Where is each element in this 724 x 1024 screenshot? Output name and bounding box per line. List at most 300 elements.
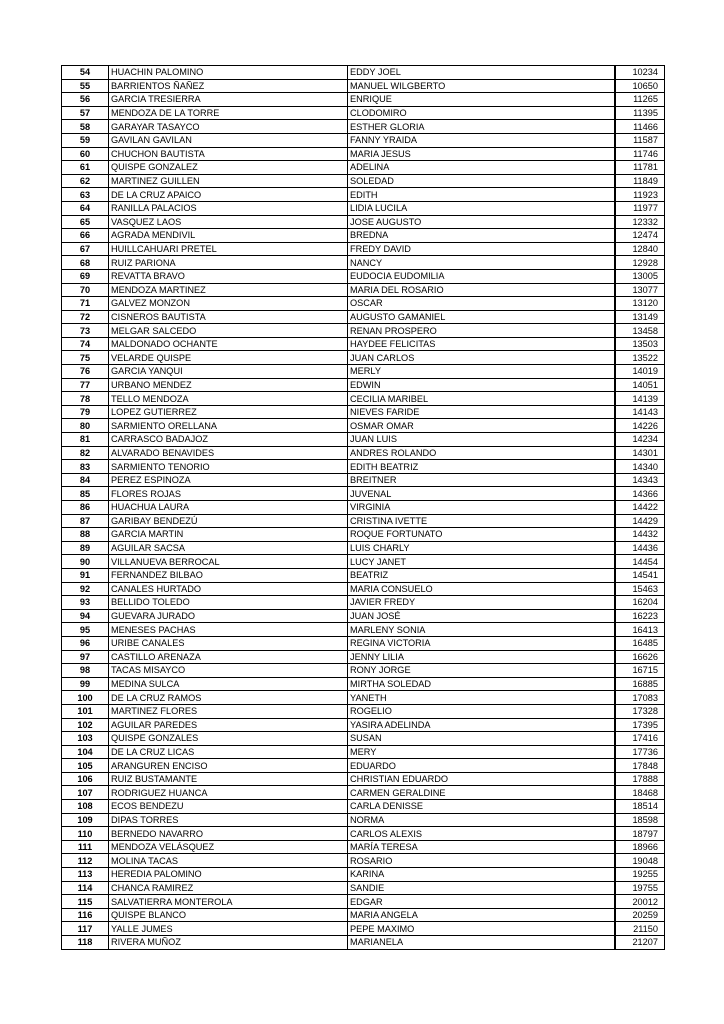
- code-cell: 14301: [616, 446, 665, 460]
- table-row: [62, 922, 665, 936]
- surname-cell: CHUCHON BAUTISTA: [109, 147, 348, 161]
- code-cell: 13522: [616, 351, 665, 365]
- given-name-cell: LUIS CHARLY: [348, 541, 615, 555]
- row-number: 107: [62, 786, 109, 800]
- table-row: [62, 596, 665, 610]
- row-number: 69: [62, 269, 109, 283]
- code-cell: 13149: [616, 310, 665, 324]
- given-name-cell: EDDY JOEL: [348, 66, 615, 80]
- given-name-cell: MARÍA TERESA: [348, 840, 615, 854]
- table-row: [62, 908, 665, 922]
- given-name-cell: MARLENY SONIA: [348, 623, 615, 637]
- surname-cell: SARMIENTO TENORIO: [109, 460, 348, 474]
- code-cell: 13077: [616, 283, 665, 297]
- given-name-cell: RENAN PROSPERO: [348, 324, 615, 338]
- given-name-cell: VIRGINIA: [348, 501, 615, 515]
- surname-cell: CANALES HURTADO: [109, 582, 348, 596]
- table-row: [62, 147, 665, 161]
- code-cell: 16715: [616, 664, 665, 678]
- code-cell: 13458: [616, 324, 665, 338]
- table-row: [62, 827, 665, 841]
- given-name-cell: CECILIA MARIBEL: [348, 392, 615, 406]
- roster-table-body: [62, 66, 665, 950]
- table-row: [62, 392, 665, 406]
- surname-cell: SARMIENTO ORELLANA: [109, 419, 348, 433]
- surname-cell: HUACHIN PALOMINO: [109, 66, 348, 80]
- row-number: 100: [62, 691, 109, 705]
- given-name-cell: MERLY: [348, 365, 615, 379]
- code-cell: 14541: [616, 568, 665, 582]
- given-name-cell: NANCY: [348, 256, 615, 270]
- code-cell: 17083: [616, 691, 665, 705]
- code-cell: 18797: [616, 827, 665, 841]
- table-row: [62, 501, 665, 515]
- given-name-cell: MARIA DEL ROSARIO: [348, 283, 615, 297]
- table-row: [62, 310, 665, 324]
- code-cell: 16626: [616, 650, 665, 664]
- surname-cell: GARCIA TRESIERRA: [109, 93, 348, 107]
- row-number: 94: [62, 609, 109, 623]
- row-number: 92: [62, 582, 109, 596]
- table-row: [62, 772, 665, 786]
- row-number: 83: [62, 460, 109, 474]
- surname-cell: GALVEZ MONZON: [109, 297, 348, 311]
- given-name-cell: NORMA: [348, 813, 615, 827]
- given-name-cell: KARINA: [348, 868, 615, 882]
- given-name-cell: ROGELIO: [348, 704, 615, 718]
- row-number: 114: [62, 881, 109, 895]
- table-row: [62, 623, 665, 637]
- table-row: [62, 528, 665, 542]
- table-row: [62, 555, 665, 569]
- table-row: [62, 337, 665, 351]
- surname-cell: GUEVARA JURADO: [109, 609, 348, 623]
- row-number: 79: [62, 405, 109, 419]
- surname-cell: HUILLCAHUARI PRETEL: [109, 242, 348, 256]
- table-row: [62, 120, 665, 134]
- surname-cell: AGRADA MENDIVIL: [109, 229, 348, 243]
- given-name-cell: NIEVES FARIDE: [348, 405, 615, 419]
- surname-cell: MENDOZA DE LA TORRE: [109, 106, 348, 120]
- row-number: 111: [62, 840, 109, 854]
- row-number: 76: [62, 365, 109, 379]
- given-name-cell: EDGAR: [348, 895, 615, 909]
- surname-cell: AGUILAR PAREDES: [109, 718, 348, 732]
- table-row: [62, 759, 665, 773]
- surname-cell: GARIBAY BENDEZÚ: [109, 514, 348, 528]
- row-number: 54: [62, 66, 109, 80]
- surname-cell: GARCIA YANQUI: [109, 365, 348, 379]
- row-number: 103: [62, 732, 109, 746]
- surname-cell: VILLANUEVA BERROCAL: [109, 555, 348, 569]
- table-row: [62, 324, 665, 338]
- given-name-cell: YASIRA ADELINDA: [348, 718, 615, 732]
- table-row: [62, 283, 665, 297]
- row-number: 63: [62, 188, 109, 202]
- surname-cell: MENDOZA MARTINEZ: [109, 283, 348, 297]
- row-number: 55: [62, 79, 109, 93]
- surname-cell: DE LA CRUZ RAMOS: [109, 691, 348, 705]
- row-number: 56: [62, 93, 109, 107]
- surname-cell: DE LA CRUZ LICAS: [109, 745, 348, 759]
- given-name-cell: HAYDEE FELICITAS: [348, 337, 615, 351]
- surname-cell: CISNEROS BAUTISTA: [109, 310, 348, 324]
- code-cell: 11781: [616, 161, 665, 175]
- surname-cell: TELLO MENDOZA: [109, 392, 348, 406]
- surname-cell: ECOS BENDEZU: [109, 800, 348, 814]
- row-number: 71: [62, 297, 109, 311]
- code-cell: 21207: [616, 936, 665, 950]
- surname-cell: MENESES PACHAS: [109, 623, 348, 637]
- table-row: [62, 582, 665, 596]
- code-cell: 19755: [616, 881, 665, 895]
- surname-cell: CARRASCO BADAJOZ: [109, 433, 348, 447]
- table-row: [62, 854, 665, 868]
- row-number: 102: [62, 718, 109, 732]
- code-cell: 18514: [616, 800, 665, 814]
- surname-cell: ARANGUREN ENCISO: [109, 759, 348, 773]
- row-number: 97: [62, 650, 109, 664]
- code-cell: 14432: [616, 528, 665, 542]
- surname-cell: REVATTA BRAVO: [109, 269, 348, 283]
- given-name-cell: CHRISTIAN EDUARDO: [348, 772, 615, 786]
- given-name-cell: LUCY JANET: [348, 555, 615, 569]
- table-row: [62, 677, 665, 691]
- code-cell: 13503: [616, 337, 665, 351]
- table-row: [62, 868, 665, 882]
- code-cell: 16223: [616, 609, 665, 623]
- table-row: [62, 365, 665, 379]
- table-row: [62, 433, 665, 447]
- row-number: 116: [62, 908, 109, 922]
- table-row: [62, 256, 665, 270]
- surname-cell: QUISPE GONZALES: [109, 732, 348, 746]
- given-name-cell: LIDIA LUCILA: [348, 201, 615, 215]
- surname-cell: QUISPE BLANCO: [109, 908, 348, 922]
- given-name-cell: ANDRES ROLANDO: [348, 446, 615, 460]
- code-cell: 15463: [616, 582, 665, 596]
- table-row: [62, 405, 665, 419]
- code-cell: 14422: [616, 501, 665, 515]
- given-name-cell: ADELINA: [348, 161, 615, 175]
- surname-cell: GARCIA MARTIN: [109, 528, 348, 542]
- given-name-cell: FANNY YRAIDA: [348, 133, 615, 147]
- code-cell: 20259: [616, 908, 665, 922]
- table-row: [62, 161, 665, 175]
- row-number: 65: [62, 215, 109, 229]
- given-name-cell: YANETH: [348, 691, 615, 705]
- table-row: [62, 487, 665, 501]
- given-name-cell: BREDNA: [348, 229, 615, 243]
- code-cell: 20012: [616, 895, 665, 909]
- given-name-cell: MARIANELA: [348, 936, 615, 950]
- code-cell: 18966: [616, 840, 665, 854]
- given-name-cell: BREITNER: [348, 473, 615, 487]
- given-name-cell: EDITH BEATRIZ: [348, 460, 615, 474]
- code-cell: 18468: [616, 786, 665, 800]
- code-cell: 18598: [616, 813, 665, 827]
- table-row: [62, 215, 665, 229]
- row-number: 88: [62, 528, 109, 542]
- surname-cell: CHANCA RAMIREZ: [109, 881, 348, 895]
- code-cell: 17736: [616, 745, 665, 759]
- table-row: [62, 745, 665, 759]
- row-number: 87: [62, 514, 109, 528]
- table-row: [62, 514, 665, 528]
- table-row: [62, 460, 665, 474]
- table-row: [62, 895, 665, 909]
- row-number: 73: [62, 324, 109, 338]
- table-row: [62, 133, 665, 147]
- row-number: 62: [62, 174, 109, 188]
- table-row: [62, 936, 665, 950]
- table-row: [62, 106, 665, 120]
- given-name-cell: MARIA JESUS: [348, 147, 615, 161]
- roster-table: [61, 65, 665, 950]
- row-number: 74: [62, 337, 109, 351]
- surname-cell: HUACHUA LAURA: [109, 501, 348, 515]
- code-cell: 11923: [616, 188, 665, 202]
- given-name-cell: PEPE MAXIMO: [348, 922, 615, 936]
- surname-cell: SALVATIERRA MONTEROLA: [109, 895, 348, 909]
- row-number: 59: [62, 133, 109, 147]
- table-row: [62, 664, 665, 678]
- table-row: [62, 269, 665, 283]
- code-cell: 13120: [616, 297, 665, 311]
- table-row: [62, 79, 665, 93]
- row-number: 77: [62, 378, 109, 392]
- code-cell: 17395: [616, 718, 665, 732]
- code-cell: 14343: [616, 473, 665, 487]
- surname-cell: GAVILAN GAVILAN: [109, 133, 348, 147]
- table-row: [62, 813, 665, 827]
- row-number: 104: [62, 745, 109, 759]
- given-name-cell: EDITH: [348, 188, 615, 202]
- surname-cell: MALDONADO OCHANTE: [109, 337, 348, 351]
- surname-cell: BERNEDO NAVARRO: [109, 827, 348, 841]
- surname-cell: VELARDE QUISPE: [109, 351, 348, 365]
- surname-cell: DE LA CRUZ APAICO: [109, 188, 348, 202]
- table-row: [62, 541, 665, 555]
- row-number: 66: [62, 229, 109, 243]
- code-cell: 10650: [616, 79, 665, 93]
- table-row: [62, 786, 665, 800]
- code-cell: 14051: [616, 378, 665, 392]
- given-name-cell: JUAN JOSÉ: [348, 609, 615, 623]
- code-cell: 11746: [616, 147, 665, 161]
- row-number: 93: [62, 596, 109, 610]
- code-cell: 17328: [616, 704, 665, 718]
- surname-cell: YALLE JUMES: [109, 922, 348, 936]
- table-row: [62, 93, 665, 107]
- surname-cell: TACAS MISAYCO: [109, 664, 348, 678]
- given-name-cell: FREDY DAVID: [348, 242, 615, 256]
- given-name-cell: CRISTINA IVETTE: [348, 514, 615, 528]
- surname-cell: CASTILLO ARENAZA: [109, 650, 348, 664]
- given-name-cell: SOLEDAD: [348, 174, 615, 188]
- row-number: 101: [62, 704, 109, 718]
- code-cell: 14234: [616, 433, 665, 447]
- given-name-cell: OSMAR OMAR: [348, 419, 615, 433]
- row-number: 72: [62, 310, 109, 324]
- given-name-cell: CARLA DENISSE: [348, 800, 615, 814]
- code-cell: 14143: [616, 405, 665, 419]
- given-name-cell: MARIA CONSUELO: [348, 582, 615, 596]
- table-row: [62, 609, 665, 623]
- row-number: 118: [62, 936, 109, 950]
- given-name-cell: ESTHER GLORIA: [348, 120, 615, 134]
- table-row: [62, 351, 665, 365]
- code-cell: 19048: [616, 854, 665, 868]
- table-row: [62, 800, 665, 814]
- table-row: [62, 378, 665, 392]
- table-row: [62, 188, 665, 202]
- code-cell: 13005: [616, 269, 665, 283]
- row-number: 78: [62, 392, 109, 406]
- code-cell: 14139: [616, 392, 665, 406]
- code-cell: 19255: [616, 868, 665, 882]
- surname-cell: RIVERA MUÑOZ: [109, 936, 348, 950]
- given-name-cell: OSCAR: [348, 297, 615, 311]
- given-name-cell: MIRTHA SOLEDAD: [348, 677, 615, 691]
- code-cell: 14454: [616, 555, 665, 569]
- given-name-cell: ENRIQUE: [348, 93, 615, 107]
- row-number: 81: [62, 433, 109, 447]
- surname-cell: RANILLA PALACIOS: [109, 201, 348, 215]
- code-cell: 12840: [616, 242, 665, 256]
- table-row: [62, 201, 665, 215]
- code-cell: 14429: [616, 514, 665, 528]
- document-page: [61, 65, 665, 950]
- given-name-cell: EUDOCIA EUDOMILIA: [348, 269, 615, 283]
- given-name-cell: JUAN LUIS: [348, 433, 615, 447]
- code-cell: 11395: [616, 106, 665, 120]
- table-row: [62, 229, 665, 243]
- row-number: 58: [62, 120, 109, 134]
- code-cell: 16885: [616, 677, 665, 691]
- surname-cell: FLORES ROJAS: [109, 487, 348, 501]
- surname-cell: URBANO MENDEZ: [109, 378, 348, 392]
- row-number: 106: [62, 772, 109, 786]
- table-row: [62, 840, 665, 854]
- surname-cell: RUIZ PARIONA: [109, 256, 348, 270]
- table-row: [62, 636, 665, 650]
- table-row: [62, 473, 665, 487]
- code-cell: 14436: [616, 541, 665, 555]
- code-cell: 11265: [616, 93, 665, 107]
- given-name-cell: MERY: [348, 745, 615, 759]
- surname-cell: VASQUEZ LAOS: [109, 215, 348, 229]
- row-number: 95: [62, 623, 109, 637]
- row-number: 91: [62, 568, 109, 582]
- surname-cell: LOPEZ GUTIERREZ: [109, 405, 348, 419]
- code-cell: 12474: [616, 229, 665, 243]
- table-row: [62, 718, 665, 732]
- row-number: 86: [62, 501, 109, 515]
- table-row: [62, 446, 665, 460]
- surname-cell: RUIZ BUSTAMANTE: [109, 772, 348, 786]
- code-cell: 14366: [616, 487, 665, 501]
- row-number: 108: [62, 800, 109, 814]
- surname-cell: FERNANDEZ BILBAO: [109, 568, 348, 582]
- surname-cell: MOLINA TACAS: [109, 854, 348, 868]
- row-number: 67: [62, 242, 109, 256]
- row-number: 82: [62, 446, 109, 460]
- code-cell: 16413: [616, 623, 665, 637]
- row-number: 70: [62, 283, 109, 297]
- surname-cell: AGUILAR SACSA: [109, 541, 348, 555]
- given-name-cell: CLODOMIRO: [348, 106, 615, 120]
- given-name-cell: MANUEL WILGBERTO: [348, 79, 615, 93]
- given-name-cell: JUVENAL: [348, 487, 615, 501]
- row-number: 75: [62, 351, 109, 365]
- given-name-cell: JUAN CARLOS: [348, 351, 615, 365]
- surname-cell: URIBE CANALES: [109, 636, 348, 650]
- row-number: 96: [62, 636, 109, 650]
- code-cell: 16485: [616, 636, 665, 650]
- surname-cell: GARAYAR TASAYCO: [109, 120, 348, 134]
- row-number: 110: [62, 827, 109, 841]
- surname-cell: MARTINEZ GUILLEN: [109, 174, 348, 188]
- row-number: 68: [62, 256, 109, 270]
- row-number: 105: [62, 759, 109, 773]
- code-cell: 11466: [616, 120, 665, 134]
- row-number: 61: [62, 161, 109, 175]
- given-name-cell: BEATRIZ: [348, 568, 615, 582]
- surname-cell: QUISPE GONZALEZ: [109, 161, 348, 175]
- code-cell: 21150: [616, 922, 665, 936]
- given-name-cell: ROSARIO: [348, 854, 615, 868]
- code-cell: 12928: [616, 256, 665, 270]
- row-number: 84: [62, 473, 109, 487]
- given-name-cell: SANDIE: [348, 881, 615, 895]
- row-number: 80: [62, 419, 109, 433]
- surname-cell: MARTINEZ FLORES: [109, 704, 348, 718]
- table-row: [62, 650, 665, 664]
- table-row: [62, 297, 665, 311]
- code-cell: 14019: [616, 365, 665, 379]
- row-number: 109: [62, 813, 109, 827]
- given-name-cell: CARLOS ALEXIS: [348, 827, 615, 841]
- surname-cell: BARRIENTOS ÑAÑEZ: [109, 79, 348, 93]
- table-row: [62, 568, 665, 582]
- given-name-cell: JOSE AUGUSTO: [348, 215, 615, 229]
- surname-cell: HEREDIA PALOMINO: [109, 868, 348, 882]
- row-number: 112: [62, 854, 109, 868]
- surname-cell: BELLIDO TOLEDO: [109, 596, 348, 610]
- given-name-cell: JAVIER FREDY: [348, 596, 615, 610]
- row-number: 60: [62, 147, 109, 161]
- given-name-cell: SUSAN: [348, 732, 615, 746]
- table-row: [62, 174, 665, 188]
- code-cell: 14340: [616, 460, 665, 474]
- table-row: [62, 242, 665, 256]
- row-number: 98: [62, 664, 109, 678]
- given-name-cell: AUGUSTO GAMANIEL: [348, 310, 615, 324]
- surname-cell: MENDOZA VELÁSQUEZ: [109, 840, 348, 854]
- code-cell: 17416: [616, 732, 665, 746]
- row-number: 85: [62, 487, 109, 501]
- given-name-cell: EDUARDO: [348, 759, 615, 773]
- given-name-cell: CARMEN GERALDINE: [348, 786, 615, 800]
- row-number: 117: [62, 922, 109, 936]
- table-row: [62, 419, 665, 433]
- table-row: [62, 66, 665, 80]
- given-name-cell: RONY JORGE: [348, 664, 615, 678]
- table-row: [62, 881, 665, 895]
- row-number: 64: [62, 201, 109, 215]
- row-number: 113: [62, 868, 109, 882]
